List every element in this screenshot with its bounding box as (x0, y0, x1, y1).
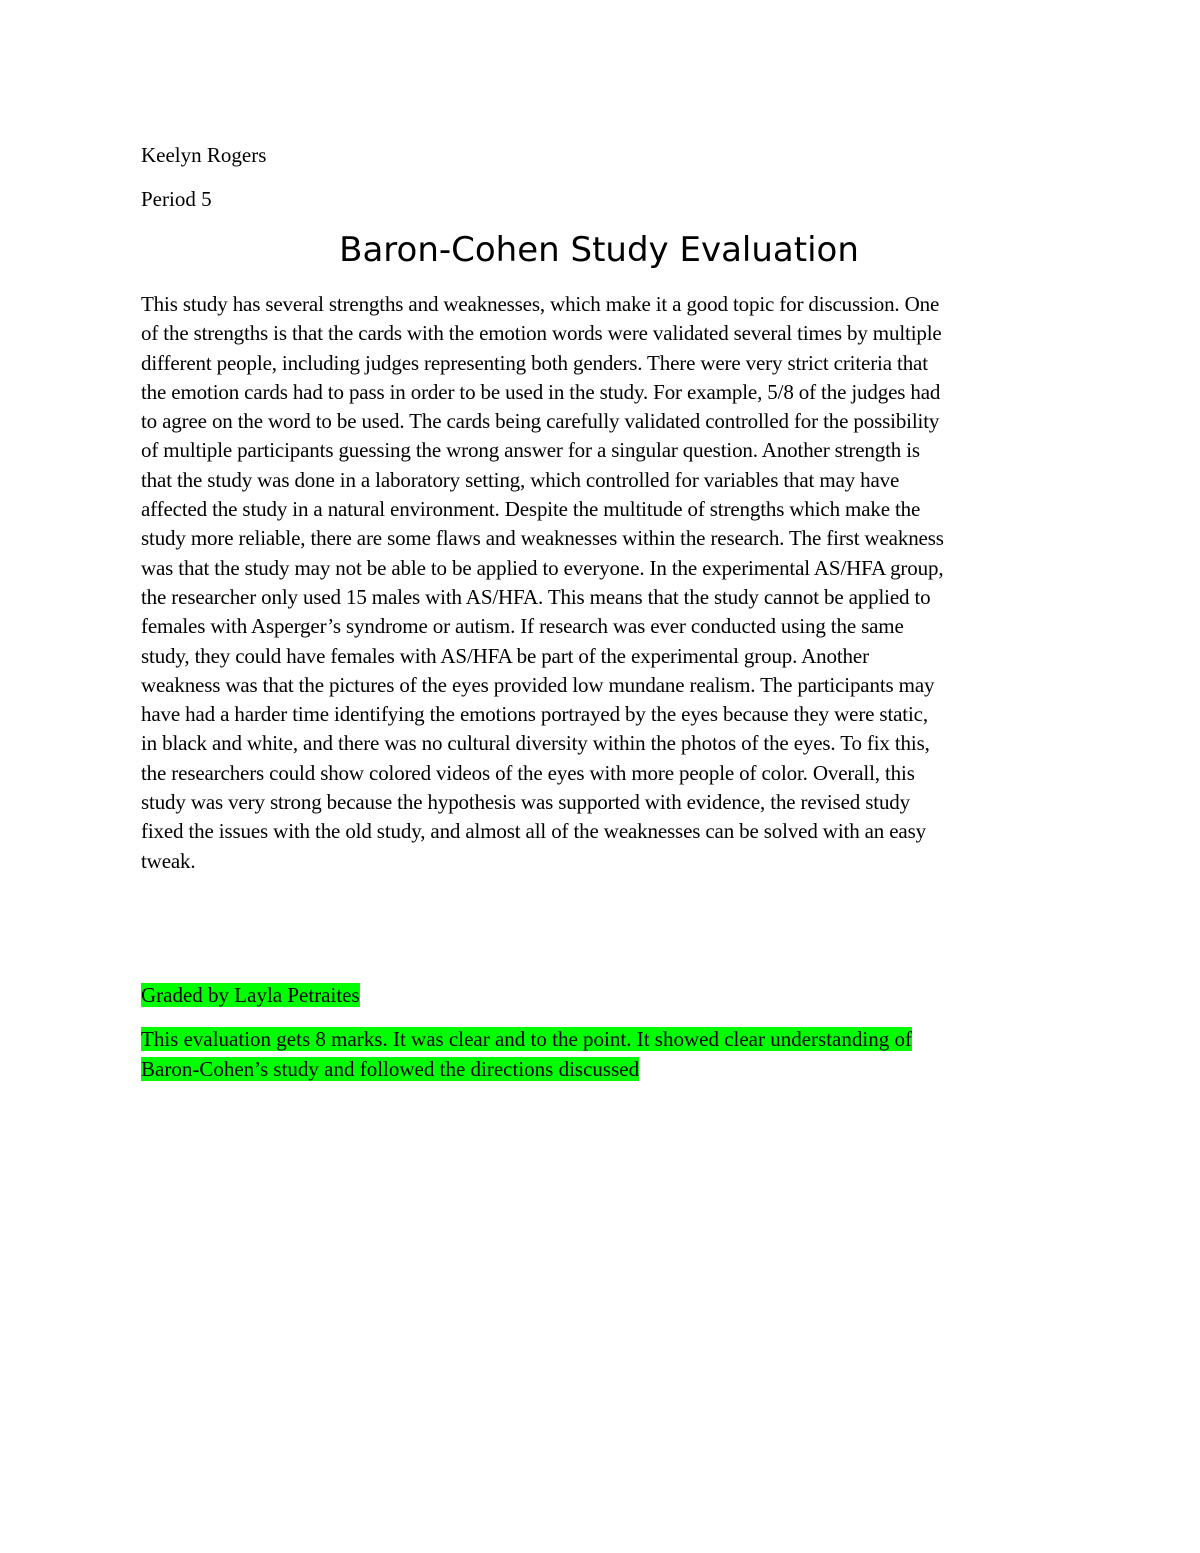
paragraph-line: fixed the issues with the old study, and almost all of the weaknesses can be solved with an easy (141, 819, 926, 844)
document-content (141, 140, 1071, 876)
paragraph-line: weakness was that the pictures of the eyes provided low mundane realism. The participants may (141, 672, 935, 697)
paragraph-line: in black and white, and there was no cultural diversity within the photos of the eyes. To fix this, (141, 731, 930, 756)
paragraph-line: study was very strong because the hypothesis was supported with evidence, the revised study (141, 790, 911, 815)
paragraph-line: females with Asperger’s syndrome or autism. If research was ever conducted using the same (141, 614, 904, 639)
paragraph-line: to agree on the word to be used. The cards being carefully validated controlled for the possibility (141, 409, 940, 434)
comment-line (141, 1024, 1071, 1054)
paragraph-line: affected the study in a natural environment. Despite the multitude of strengths which make the (141, 497, 921, 522)
document-title: Baron-Cohen Study Evaluation (339, 230, 859, 270)
paragraph-line: the researchers could show colored videos of the eyes with more people of color. Overall, this (141, 760, 915, 785)
paragraph-line: different people, including judges representing both genders. There were very strict criteria that (141, 350, 928, 375)
grader-comment (141, 1024, 1071, 1084)
paragraph-line: tweak. (141, 848, 196, 873)
paragraph-line: have had a harder time identifying the emotions portrayed by the eyes because they were static, (141, 702, 928, 727)
evaluation-paragraph (141, 290, 1071, 876)
paragraph-line: the researcher only used 15 males with AS/HFA. This means that the study cannot be applied to (141, 584, 931, 609)
grader-name-highlight: Graded by Layla Petraites (141, 983, 360, 1007)
paragraph-line: the emotion cards had to pass in order to be used in the study. For example, 5/8 of the judges had (141, 379, 941, 404)
author-name: Keelyn Rogers (141, 143, 267, 167)
paragraph-line: of the strengths is that the cards with the emotion words were validated several times by multiple (141, 321, 942, 346)
paragraph-line: that the study was done in a laboratory setting, which controlled for variables that may have (141, 467, 900, 492)
paragraph-line: This study has several strengths and weaknesses, which make it a good topic for discussion. One (141, 292, 940, 316)
paragraph-line: was that the study may not be able to be applied to everyone. In the experimental AS/HFA group, (141, 555, 944, 580)
grading-section (141, 980, 1071, 1084)
comment-highlight: This evaluation gets 8 marks. It was clear and to the point. It showed clear understanding of (141, 1027, 912, 1051)
paragraph-line: study more reliable, there are some flaws and weaknesses within the research. The first weakness (141, 526, 944, 551)
grader-line (141, 980, 1071, 1010)
paragraph-line: study, they could have females with AS/HFA be part of the experimental group. Another (141, 643, 869, 668)
comment-highlight: Baron-Cohen’s study and followed the directions discussed (141, 1057, 640, 1081)
class-period: Period 5 (141, 187, 212, 211)
paragraph-line: of multiple participants guessing the wrong answer for a singular question. Another strength is (141, 438, 920, 463)
comment-line (141, 1054, 1071, 1084)
